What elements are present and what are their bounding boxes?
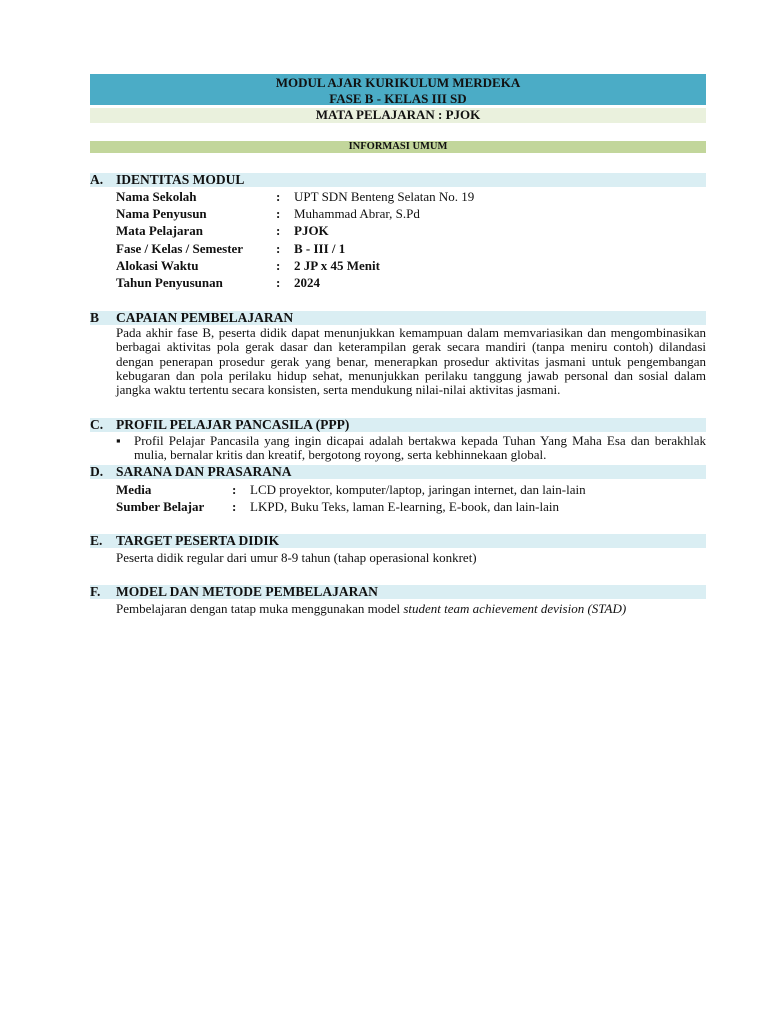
document-subtitle: FASE B - KELAS III SD xyxy=(329,91,467,106)
model-name: student team achievement devision (STAD) xyxy=(403,601,627,617)
section-f-letter: F. xyxy=(90,584,101,600)
identitas-colon: : xyxy=(276,240,281,256)
sarana-value: LKPD, Buku Teks, laman E-learning, E-book, dan lain-lain xyxy=(250,498,559,514)
identitas-value: 2 JP x 45 Menit xyxy=(294,257,380,273)
section-a-heading xyxy=(90,173,706,187)
sarana-key: Sumber Belajar xyxy=(116,498,205,514)
sarana-colon: : xyxy=(232,498,237,514)
section-f-heading xyxy=(90,585,706,599)
identitas-row xyxy=(116,240,706,257)
section-c-letter: C. xyxy=(90,416,104,432)
section-d-title: SARANA DAN PRASARANA xyxy=(116,463,292,479)
section-c-heading xyxy=(90,418,706,432)
identitas-key: Nama Sekolah xyxy=(116,189,197,204)
identitas-value: Muhammad Abrar, S.Pd xyxy=(294,206,420,222)
sarana-key: Media xyxy=(116,481,152,497)
sarana-value: LCD proyektor, komputer/laptop, jaringan internet, dan lain-lain xyxy=(250,481,586,497)
subject-band: MATA PELAJARAN : PJOK xyxy=(90,108,706,123)
list-item xyxy=(116,434,706,463)
section-f-title: MODEL DAN METODE PEMBELAJARAN xyxy=(116,584,378,600)
target-text: Peserta didik regular dari umur 8-9 tahun (tahap operasional konkret) xyxy=(116,549,477,565)
model-text: Pembelajaran dengan tatap muka menggunakan model xyxy=(116,601,404,617)
capaian-paragraph: Pada akhir fase B, peserta didik dapat menunjukkan kemampuan dalam memvariasikan dan mengombinasikan berbagai aktivitas pola gerak dasar dan keterampilan gerak secara mandiri (tanpa meniru contoh) dilandasi dengan penerapan prosedur gerak yang benar, menerapkan prosedur aktivitas jasmani untuk pengembangan kebugaran dan pola perilaku hidup sehat, menunjukkan perilaku tanggung jawab personal dan sosial dalam jangka waktu tertentu secara konsisten, serta mendukung nilai-nilai aktivitas jasmani. xyxy=(116,325,706,398)
section-c-title: PROFIL PELAJAR PANCASILA (PPP) xyxy=(116,416,350,432)
profil-list xyxy=(116,434,706,463)
identitas-colon: : xyxy=(276,257,281,273)
identitas-key: Tahun Penyusunan xyxy=(116,274,223,290)
identitas-row xyxy=(116,205,706,222)
info-band: INFORMASI UMUM xyxy=(90,141,706,153)
identitas-key: Alokasi Waktu xyxy=(116,257,199,273)
sarana-row xyxy=(116,481,706,498)
section-a-letter: A. xyxy=(90,172,104,187)
section-e-heading xyxy=(90,534,706,548)
sarana-table xyxy=(90,481,706,515)
section-b-letter: B xyxy=(90,310,100,326)
section-e-letter: E. xyxy=(90,532,103,548)
identitas-colon: : xyxy=(276,206,281,222)
section-b-title: CAPAIAN PEMBELAJARAN xyxy=(116,310,294,326)
section-e-title: TARGET PESERTA DIDIK xyxy=(116,532,280,548)
identitas-colon: : xyxy=(276,189,281,204)
sarana-colon: : xyxy=(232,481,237,497)
identitas-value: UPT SDN Benteng Selatan No. 19 xyxy=(294,189,475,204)
identitas-row xyxy=(116,188,706,205)
profil-text: Profil Pelajar Pancasila yang ingin dicapai adalah bertakwa kepada Tuhan Yang Maha Esa dan berakhlak mulia, bernalar kritis dan kreatif, bergotong royong, serta kebhinnekaan global. xyxy=(134,432,706,463)
identitas-row xyxy=(116,222,706,239)
bullet-icon: ▪ xyxy=(116,432,121,448)
identitas-table xyxy=(116,188,706,291)
identitas-colon: : xyxy=(276,274,281,290)
identitas-key: Fase / Kelas / Semester xyxy=(116,240,244,256)
document-title: MODUL AJAR KURIKULUM MERDEKA xyxy=(275,75,521,90)
section-d-letter: D. xyxy=(90,463,104,479)
identitas-row xyxy=(116,257,706,274)
identitas-key: Nama Penyusun xyxy=(116,206,207,222)
sarana-row xyxy=(116,498,706,515)
section-b-heading xyxy=(90,311,706,325)
document-title-band xyxy=(90,74,706,105)
identitas-key: Mata Pelajaran xyxy=(116,223,204,239)
identitas-value: PJOK xyxy=(294,223,329,239)
model-paragraph xyxy=(116,602,706,616)
identitas-value: 2024 xyxy=(294,274,320,290)
document-page xyxy=(90,74,706,616)
identitas-value: B - III / 1 xyxy=(294,240,346,256)
identitas-colon: : xyxy=(276,223,281,239)
section-d-heading xyxy=(90,465,706,479)
identitas-row xyxy=(116,274,706,291)
section-a-title: IDENTITAS MODUL xyxy=(116,172,245,187)
